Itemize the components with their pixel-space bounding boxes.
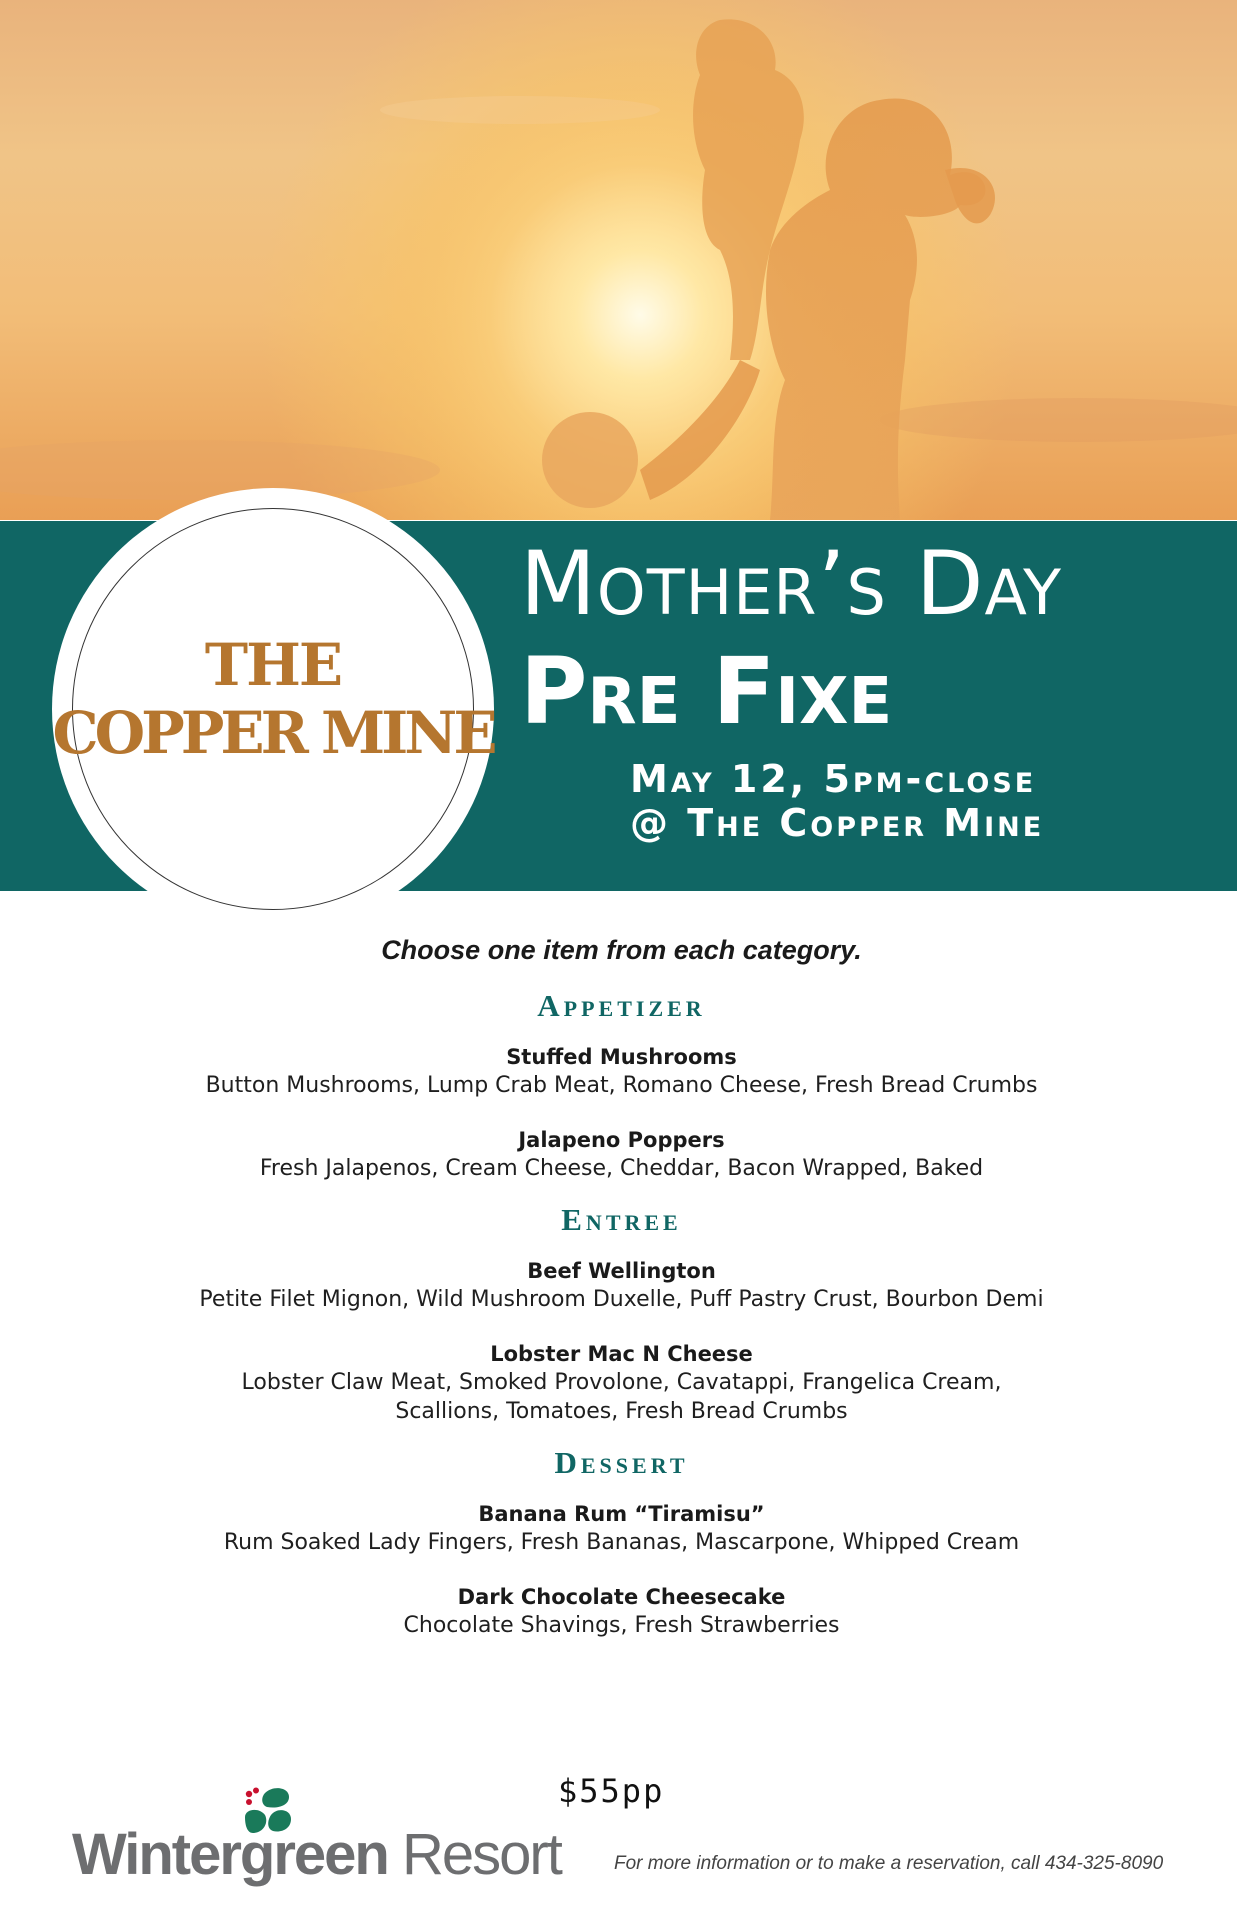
menu-section-entree <box>0 1199 1243 1426</box>
brand-name-light: Resort <box>387 1822 561 1887</box>
item-name: Lobster Mac N Cheese <box>490 1342 753 1366</box>
item-name: Dark Chocolate Cheesecake <box>457 1585 786 1609</box>
item-name: Jalapeno Poppers <box>518 1128 725 1152</box>
silhouette-illustration <box>0 0 1237 520</box>
menu-instruction: Choose one item from each category. <box>381 935 862 965</box>
event-date: May 12, 5pm-close <box>630 757 1037 801</box>
item-name: Beef Wellington <box>527 1259 716 1283</box>
menu-item <box>0 1043 1243 1100</box>
menu <box>0 935 1243 1640</box>
item-description: Button Mushrooms, Lump Crab Meat, Romano Cheese, Fresh Bread Crumbs <box>205 1073 1038 1098</box>
item-description: Fresh Jalapenos, Cream Cheese, Cheddar, Bacon Wrapped, Baked <box>259 1156 984 1181</box>
page-subtitle: Pre Fixe <box>520 638 893 745</box>
section-title: Appetizer <box>537 988 706 1023</box>
menu-section-dessert <box>0 1442 1243 1640</box>
logo-text-copper-mine: COPPER MINE <box>52 699 494 767</box>
event-date-location <box>630 758 1230 845</box>
reservation-note: For more information or to make a reservation, call 434-325-8090 <box>614 1853 1164 1874</box>
page-title: Mother’s Day <box>520 532 1063 635</box>
item-description: Rum Soaked Lady Fingers, Fresh Bananas, Mascarpone, Whipped Cream <box>223 1530 1020 1555</box>
menu-item <box>0 1257 1243 1314</box>
menu-item <box>0 1500 1243 1557</box>
menu-item <box>0 1126 1243 1183</box>
event-location: @ The Copper Mine <box>630 800 1045 845</box>
section-title: Dessert <box>554 1445 689 1480</box>
item-description: Petite Filet Mignon, Wild Mushroom Duxelle, Puff Pastry Crust, Bourbon Demi <box>199 1287 1044 1312</box>
menu-item <box>0 1583 1243 1640</box>
menu-item <box>0 1340 1243 1426</box>
item-name: Banana Rum “Tiramisu” <box>478 1502 765 1526</box>
menu-section-appetizer <box>0 985 1243 1183</box>
brand-name-bold: Wintergreen <box>72 1822 388 1887</box>
item-description: Chocolate Shavings, Fresh Strawberries <box>403 1613 840 1638</box>
item-name: Stuffed Mushrooms <box>506 1045 737 1069</box>
wintergreen-resort-logo <box>72 1822 561 1887</box>
hero-photo <box>0 0 1237 520</box>
item-description: Lobster Claw Meat, Smoked Provolone, Cavatappi, Frangelica Cream, Scallions, Tomatoes, Fresh Bread Crumbs <box>241 1370 1002 1424</box>
section-title: Entree <box>561 1202 682 1237</box>
logo-text-the: THE <box>204 631 342 699</box>
copper-mine-logo <box>52 488 494 930</box>
price-per-person: $55pp <box>558 1772 665 1810</box>
